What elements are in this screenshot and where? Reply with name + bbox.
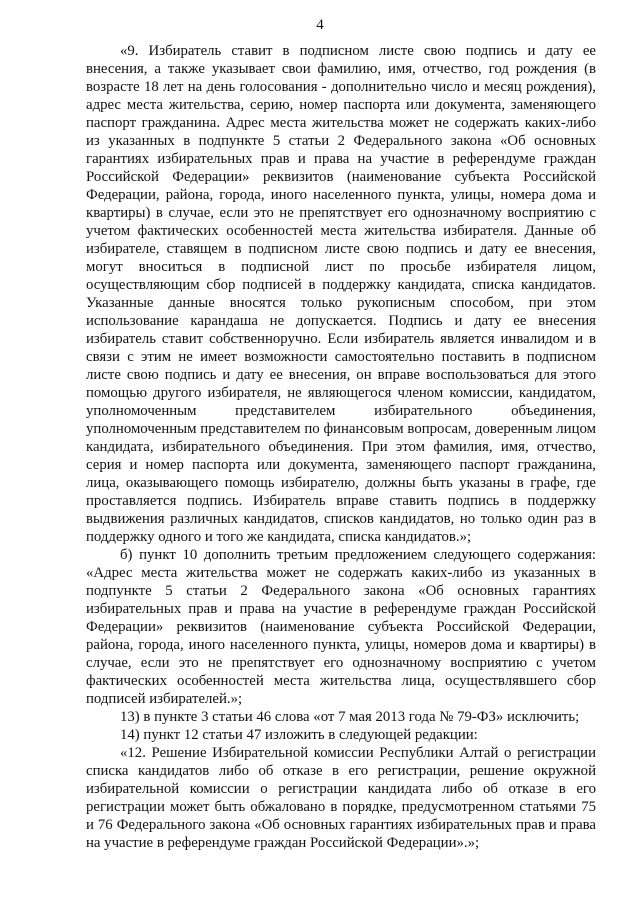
- paragraph-item-13: 13) в пункте 3 статьи 46 слова «от 7 мая 2013 года № 79-ФЗ» исключить;: [120, 709, 580, 725]
- document-body: [86, 42, 596, 852]
- paragraph-subitem-b: б) пункт 10 дополнить третьим предложением следующего содержания: «Адрес места жительства может не содержать каких-либо из указанных в подпункте 5 статьи 2 Федерального закона «Об основных гарантиях избирательных прав и права на участие в референдуме граждан Российской Федерации» реквизитов (наименование субъекта Российской Федерации, района, города, иного населенного пункта, улицы, номеров дома и квартиры) в случае, если это не препятствует его однозначному восприятию с учетом фактических особенностей места жительства лица, осуществлявшего сбор подписей избирателей.»;: [86, 547, 596, 707]
- paragraph-item-14: 14) пункт 12 статьи 47 изложить в следующей редакции:: [120, 727, 478, 743]
- page-number: 4: [316, 17, 324, 33]
- paragraph-item-9: «9. Избиратель ставит в подписном листе свою подпись и дату ее внесения, а также указывает свои фамилию, имя, отчество, год рождения (в возрасте 18 лет на день голосования - дополнительно число и месяц рождения), адрес места жительства, серию, номер паспорта или документа, заменяющего паспорт гражданина. Адрес места жительства может не содержать каких-либо из указанных в подпункте 5 статьи 2 Федерального закона «Об основных гарантиях избирательных прав и права на участие в референдуме граждан Российской Федерации» реквизитов (наименование субъекта Российской Федерации, района, города, иного населенного пункта, улицы, номера дома и квартиры) в случае, если это не препятствует его однозначному восприятию с учетом фактических особенностей места жительства избирателя. Данные об избирателе, ставящем в подписном листе свою подпись и дату ее внесения, могут вноситься в подписной лист по просьбе избирателя лицом, осуществляющим сбор подписей в поддержку кандидата, списка кандидатов. Указанные данные вносятся только рукописным способом, при этом использование карандаша не допускается. Подпись и дату ее внесения избиратель ставит собственноручно. Если избиратель является инвалидом и в связи с этим не имеет возможности самостоятельно поставить в подписном листе свою подпись и дату ее внесения, он вправе воспользоваться для этого помощью другого избирателя, не являющегося членом комиссии, кандидатом, уполномоченным представителем избирательного объединения, уполномоченным представителем по финансовым вопросам, доверенным лицом кандидата, избирательного объединения. При этом фамилия, имя, отчество, серия и номер паспорта или документа, заменяющего паспорт гражданина, лица, оказывающего помощь избирателю, должны быть указаны в графе, где проставляется подпись. Избиратель вправе ставить подпись в поддержку выдвижения различных кандидатов, списков кандидатов, но только один раз в поддержку одного и того же кандидата, списка кандидатов.»;: [86, 43, 596, 545]
- paragraph-item-12-text: «12. Решение Избирательной комиссии Республики Алтай о регистрации списка кандидатов либо об отказе в его регистрации, решение окружной избирательной комиссии о регистрации кандидата либо об отказе в его регистрации может быть обжаловано в порядке, предусмотренном статьями 75 и 76 Федерального закона «Об основных гарантиях избирательных прав и права на участие в референдуме граждан Российской Федерации».»;: [86, 745, 596, 851]
